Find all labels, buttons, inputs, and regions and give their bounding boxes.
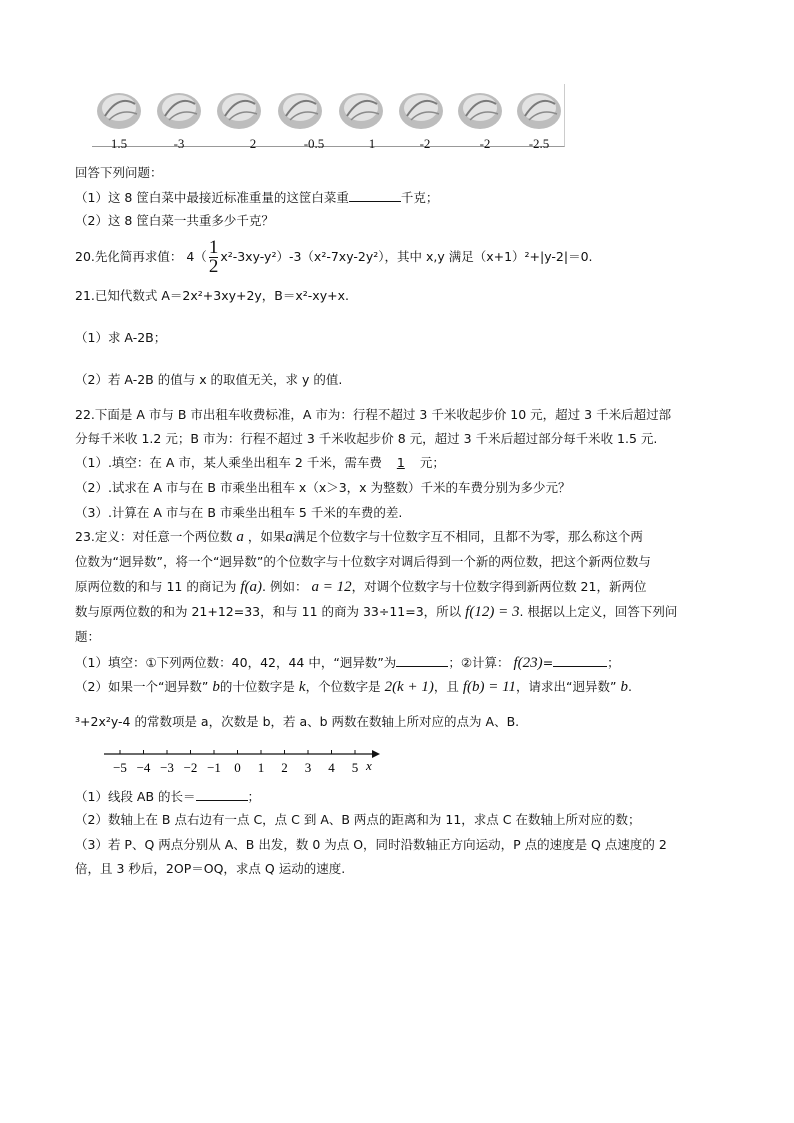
cabbage-image (337, 86, 385, 132)
q22-part3: （3）.计算在 A 市与在 B 市乘坐出租车 5 千米的车费的差. (75, 505, 403, 520)
cabbage-image (155, 86, 203, 132)
cabbage-image (456, 86, 504, 132)
q23-line4 (75, 604, 677, 620)
tick-label: −3 (160, 760, 174, 775)
cabbage-image (95, 86, 143, 132)
q24-part2: （2）数轴上在 B 点右边有一点 C，点 C 到 A、B 两点的距离和为 11，求点 C 在数轴上所对应的数； (75, 812, 641, 827)
q23-l1-text-b: ，如果 (247, 529, 286, 544)
math-a-equals-12: a = 12 (311, 579, 352, 595)
q23-part1-text-b: ；②计算： (448, 655, 510, 670)
math-var-k: k (298, 679, 306, 695)
q22-stem-line2: 分每千米收 1.2 元；B 市为：行程不超过 3 千米收起步价 8 元，超过 3 千米后超过部分每千米收 1.5 元. (75, 431, 658, 446)
q23-line5: 题： (75, 629, 101, 644)
q24-part1-end: ； (247, 789, 261, 804)
cabbage-value: -3 (173, 136, 185, 151)
cabbage-image (276, 86, 324, 132)
tick-label: 5 (351, 760, 359, 775)
cabbage-image (215, 86, 263, 132)
q24-answer-blank[interactable] (196, 788, 248, 801)
q24-stem: ³+2x²y-4 的常数项是 a，次数是 b，若 a、b 两数在数轴上所对应的点为 A、B. (75, 714, 520, 729)
tick-label: −1 (207, 760, 221, 775)
q22-part1-unit: 元； (419, 455, 445, 470)
q23-part1-end: ； (607, 655, 620, 670)
q24-part1 (75, 788, 260, 805)
q21-part2: （2）若 A-2B 的值与 x 的取值无关，求 y 的值. (75, 372, 343, 387)
q22-part1-answer[interactable]: 1 (396, 455, 405, 470)
math-var-b: b (620, 679, 628, 695)
tick-label: 4 (328, 760, 335, 775)
cabbage-image (515, 86, 563, 132)
axis-arrow-icon (372, 750, 380, 758)
q22-stem-line1: 22.下面是 A 市与 B 市出租车收费标准，A 市为：行程不超过 3 千米收起步价 10 元，超过 3 千米后超过部 (75, 407, 672, 422)
q23-part1-text-a: （1）填空：①下列两位数：40，42，44 中，“迥异数”为 (75, 655, 397, 670)
q20-text-b: x²-3xy-y²）-3（x²-7xy-2y²），其中 x,y 满足（x+1）²+|y-2|＝0. (220, 249, 593, 264)
cabbage-value: -2 (479, 136, 491, 151)
q23-part1-eq: = (542, 655, 554, 670)
q19-intro: 回答下列问题： (75, 165, 163, 180)
q23-blank-1[interactable] (396, 654, 448, 667)
math-f12: f(12) = 3 (465, 604, 520, 620)
cabbage-value: 1 (368, 136, 376, 151)
tick-label: −5 (113, 760, 127, 775)
number-line (100, 748, 380, 780)
q23-line2: 位数为“迥异数”，将一个“迥异数”的个位数字与十位数字对调后得到一个新的两位数，把这个新两位数与 (75, 554, 651, 569)
q23-part2-end: . (627, 679, 632, 694)
q22-part2: （2）.试求在 A 市与在 B 市乘坐出租车 x（x＞3，x 为整数）千米的车费分别为多少元？ (75, 480, 571, 495)
q23-l3-text-c: ，对调个位数字与十位数字得到新两位数 21，新两位 (351, 579, 647, 594)
q23-line3 (75, 579, 646, 595)
tick-label: −2 (183, 760, 198, 775)
q20-line (75, 239, 593, 276)
q23-l3-text-a: 原两位数的和与 11 的商记为 (75, 579, 237, 594)
q24-part3-line2: 倍，且 3 秒后，2OP＝OQ，求点 Q 运动的速度. (75, 861, 346, 876)
tick-label: 2 (281, 760, 288, 775)
q19-part1 (75, 189, 438, 206)
q22-part1-text: （1）.填空：在 A 市，某人乘坐出租车 2 千米，需车费 (75, 455, 382, 470)
q23-part2-text-a: （2）如果一个“迥异数” (75, 679, 209, 694)
math-fa: f(a) (240, 579, 263, 595)
q22-part1 (75, 455, 445, 471)
q19-part1-text: （1）这 8 筐白菜中最接近标准重量的这筐白菜重 (75, 190, 349, 205)
fraction-numerator: 1 (208, 237, 219, 258)
q23-l3-text-b: . 例如： (262, 579, 308, 594)
q24-part1-text: （1）线段 AB 的长＝ (75, 789, 196, 804)
number-line-tick-labels (113, 760, 358, 775)
axis-label: x (366, 758, 372, 773)
q23-part1 (75, 654, 620, 671)
q23-line1 (75, 529, 643, 545)
math-f23: f(23) (513, 655, 543, 671)
math-expr: 2(k + 1) (384, 679, 434, 695)
q23-l1-text-a: 23.定义：对任意一个两位数 (75, 529, 233, 544)
q19-answer-blank[interactable] (349, 189, 401, 202)
tick-label: 3 (304, 760, 312, 775)
math-var-a: a (285, 529, 293, 545)
q24-part3-line1: （3）若 P、Q 两点分别从 A、B 出发，数 0 为点 O，同时沿数轴正方向运动，P 点的速度是 Q 点速度的 2 (75, 837, 667, 852)
q23-l4-text-b: . 根据以上定义，回答下列问 (519, 604, 678, 619)
cabbage-value: -2.5 (528, 136, 550, 151)
cabbage-value: 2 (249, 136, 257, 151)
fraction (209, 239, 219, 276)
q23-l1-text-c: 满足个位数字与十位数字互不相同，且都不为零，那么称这个两 (292, 529, 643, 544)
cabbage-image (397, 86, 445, 132)
cabbage-value: -0.5 (303, 136, 325, 151)
tick-label: 0 (234, 760, 241, 775)
fraction-denominator: 2 (208, 256, 219, 277)
q23-part2-text-e: ，请求出“迥异数” (516, 679, 617, 694)
q23-part2-text-b: 的十位数字是 (219, 679, 295, 694)
q23-part2 (75, 679, 632, 695)
math-var-a: a (236, 529, 244, 545)
q19-part2: （2）这 8 筐白菜一共重多少千克？ (75, 213, 274, 228)
q19-part1-unit: 千克； (400, 190, 439, 205)
q21-part1: （1）求 A-2B； (75, 330, 167, 345)
q20-text-a: 20.先化简再求值： 4（ (75, 249, 207, 264)
math-var-b: b (212, 679, 220, 695)
tick-label: −4 (136, 760, 151, 775)
q23-part2-text-c: ，个位数字是 (305, 679, 381, 694)
math-fb: f(b) = 11 (462, 679, 517, 695)
q23-part2-text-d: ，且 (433, 679, 459, 694)
cabbage-value: 1.5 (110, 136, 128, 151)
q23-blank-2[interactable] (553, 654, 607, 667)
q23-l4-text-a: 数与原两位数的和为 21+12=33，和与 11 的商为 33÷11=3，所以 (75, 604, 462, 619)
cabbage-value: -2 (419, 136, 431, 151)
tick-label: 1 (257, 760, 265, 775)
q21-stem: 21.已知代数式 A＝2x²+3xy+2y，B＝x²-xy+x. (75, 288, 349, 303)
